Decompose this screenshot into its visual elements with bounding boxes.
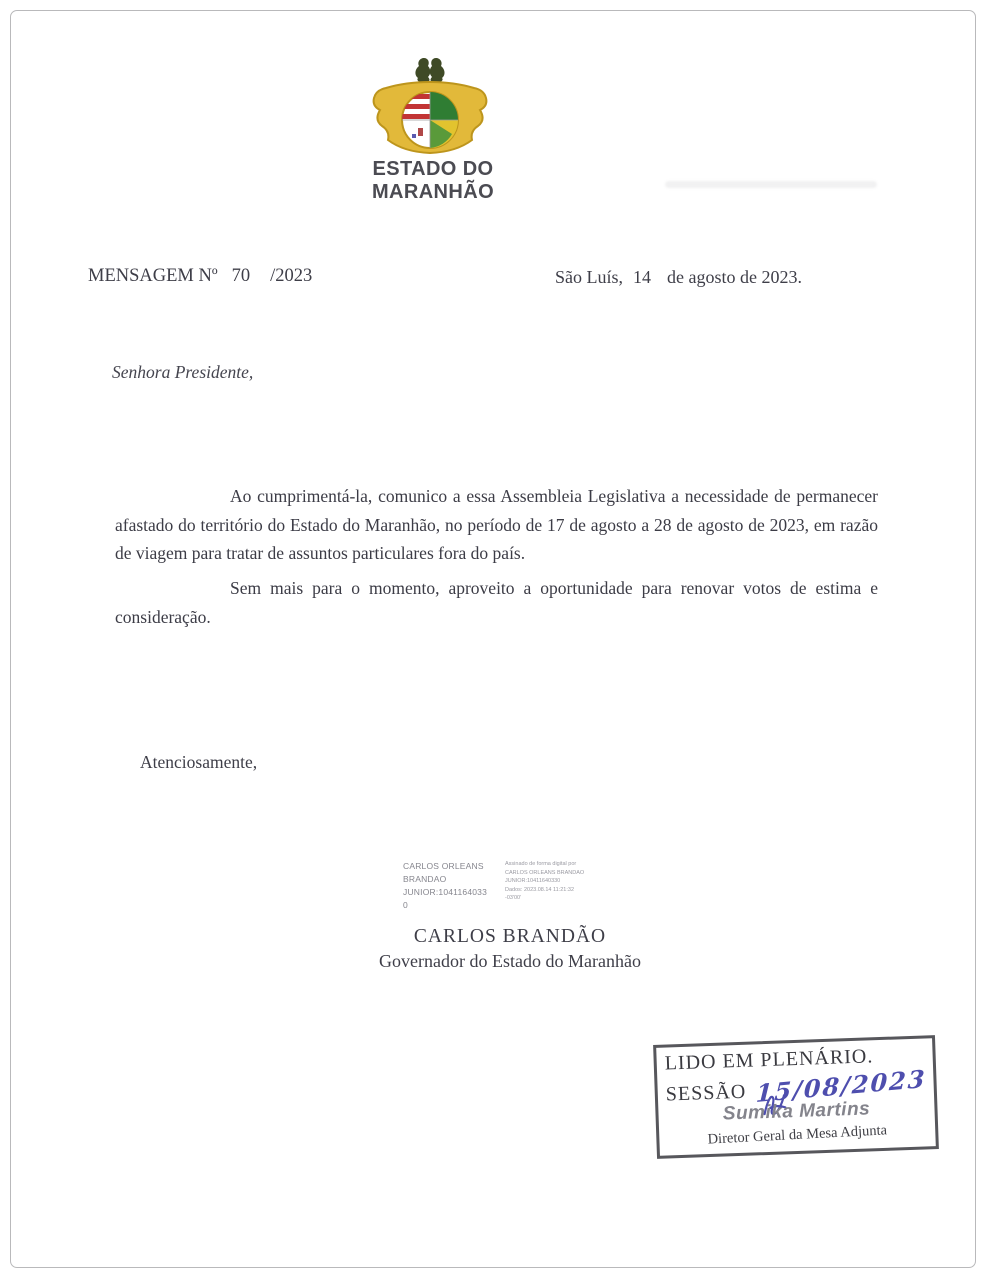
stamp-signature-role: Diretor Geral da Mesa Adjunta: [707, 1122, 888, 1148]
date-day: 14: [633, 267, 652, 287]
digsig-right-line: JUNIOR:10411640330: [505, 878, 561, 884]
digsig-right-line: CARLOS ORLEANS BRANDAO: [505, 869, 585, 876]
digsig-left-line: 0: [403, 900, 408, 910]
digsig-right-line: Dados: 2023.08.14 11:21:32: [505, 886, 575, 893]
signer-block: [345, 926, 675, 972]
salutation: Senhora Presidente,: [112, 362, 254, 382]
digsig-left-line: JUNIOR:1041164033: [403, 887, 488, 897]
place-date-line: [555, 267, 802, 288]
body-paragraph-1: Ao cumprimentá-la, comunico a essa Assembleia Legislativa a necessidade de permanecer afastado do território do Estado do Maranhão, no período de 17 de agosto a 28 de agosto de 2023, em razão de viagem para tratar de assuntos particulares fora do país.: [115, 486, 878, 563]
scan-artifact: [665, 181, 877, 188]
digital-signature-details: [505, 860, 589, 912]
digital-signature-block: [403, 860, 589, 912]
message-number-line: [88, 266, 312, 287]
digsig-right-line: Assinado de forma digital por: [505, 861, 577, 867]
letterhead-state-name: ESTADO DO MARANHÃO: [371, 158, 495, 203]
maranhao-coat-of-arms-icon: [368, 56, 492, 160]
message-number: 70: [231, 266, 251, 286]
date-rest: de agosto de 2023.: [667, 267, 802, 287]
body-paragraph-2: Sem mais para o momento, aproveito a oportunidade para renovar votos de estima e consideração.: [115, 578, 878, 627]
stamp-line1: LIDO EM PLENÁRIO.: [664, 1045, 874, 1075]
handwritten-session-date: 15/08/2023: [755, 1063, 928, 1108]
digsig-left-line: CARLOS ORLEANS: [403, 861, 484, 871]
message-label: MENSAGEM Nº: [88, 266, 218, 286]
stamp-signature-name: Sumika Martins: [722, 1098, 871, 1125]
plenary-stamp: [653, 1035, 939, 1159]
signer-role: Governador do Estado do Maranhão: [379, 951, 641, 971]
closing: Atenciosamente,: [140, 752, 258, 772]
message-year: /2023: [270, 266, 313, 286]
digital-signature-subject: [403, 860, 498, 912]
stamp-session-label: SESSÃO: [665, 1080, 747, 1106]
signer-name: CARLOS BRANDÃO: [413, 926, 607, 947]
place: São Luís,: [555, 267, 624, 287]
digsig-left-line: BRANDAO: [403, 874, 447, 884]
digsig-right-line: -03'00': [505, 895, 522, 901]
